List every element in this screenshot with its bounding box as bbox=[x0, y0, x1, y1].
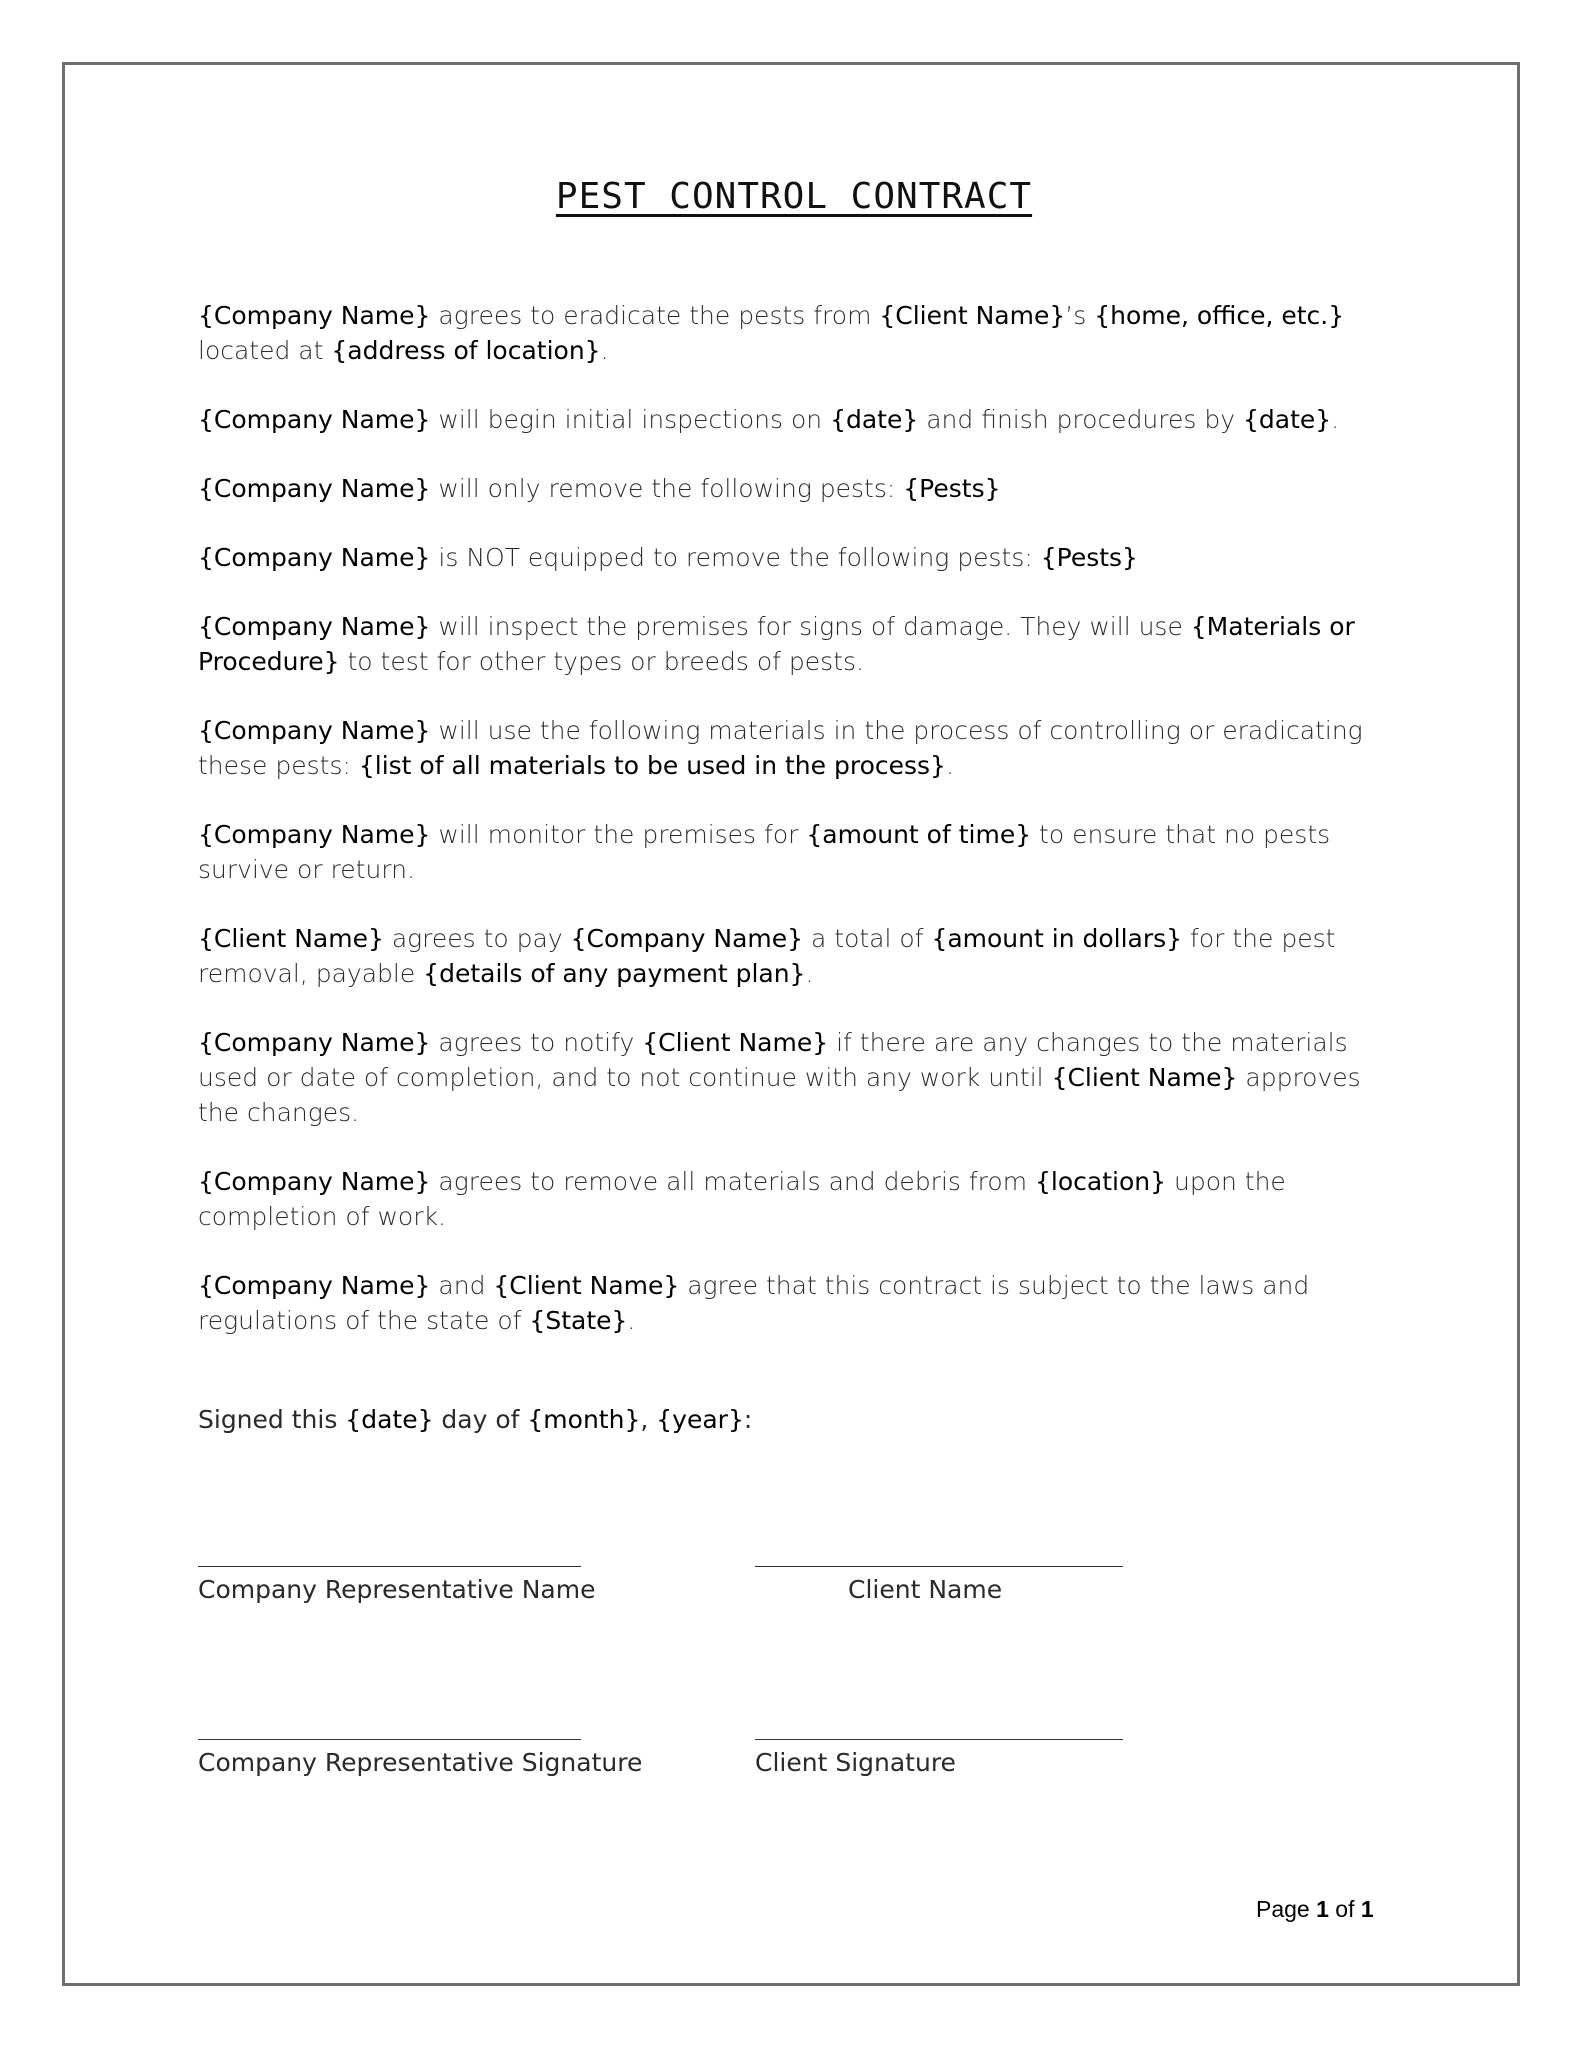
placeholder-field: {date} bbox=[1242, 405, 1332, 434]
placeholder-field: {Client Name} bbox=[879, 301, 1066, 330]
client-name-line bbox=[755, 1566, 1123, 1567]
placeholder-field: {Pests} bbox=[1040, 543, 1138, 572]
placeholder-field: {Client Name} bbox=[642, 1028, 829, 1057]
text-segment: . bbox=[600, 336, 609, 365]
text-segment: . bbox=[627, 1306, 636, 1335]
placeholder-field: {Company Name} bbox=[198, 1167, 431, 1196]
placeholder-field: {amount of time} bbox=[806, 820, 1032, 849]
company-rep-signature-label: Company Representative Signature bbox=[198, 1748, 643, 1777]
text-segment: ’s bbox=[1065, 301, 1095, 330]
contract-clause bbox=[198, 402, 1398, 437]
text-segment: a total of bbox=[803, 924, 932, 953]
placeholder-field: {address of location} bbox=[331, 336, 601, 365]
placeholder-field: {date} bbox=[830, 405, 919, 434]
placeholder-field: {State} bbox=[529, 1306, 628, 1335]
placeholder-field: {home, office, etc.} bbox=[1094, 301, 1345, 330]
placeholder-field: {Company Name} bbox=[198, 1028, 431, 1057]
placeholder-field: {Company Name} bbox=[198, 1271, 431, 1300]
company-rep-name-line bbox=[198, 1566, 581, 1567]
text-segment: will begin initial inspections on bbox=[430, 405, 831, 434]
placeholder-field: {date} bbox=[345, 1405, 434, 1434]
company-rep-signature-line bbox=[198, 1739, 581, 1740]
text-segment: , bbox=[640, 1405, 657, 1434]
text-segment: . bbox=[1331, 405, 1340, 434]
text-segment: agrees to remove all materials and debris from bbox=[430, 1167, 1036, 1196]
text-segment: to test for other types or breeds of pests. bbox=[339, 647, 864, 676]
placeholder-field: {location} bbox=[1035, 1167, 1167, 1196]
placeholder-field: {Company Name} bbox=[198, 405, 431, 434]
placeholder-field: {Company Name} bbox=[198, 301, 431, 330]
contract-clause bbox=[198, 609, 1398, 679]
placeholder-field: {Company Name} bbox=[198, 716, 431, 745]
contract-clause bbox=[198, 713, 1398, 783]
contract-body bbox=[198, 298, 1398, 1372]
text-segment: day of bbox=[433, 1405, 528, 1434]
placeholder-field: {list of all materials to be used in the process} bbox=[358, 751, 946, 780]
placeholder-field: {Company Name} bbox=[198, 474, 431, 503]
placeholder-field: {details of any payment plan} bbox=[423, 959, 806, 988]
page-separator: of bbox=[1328, 1896, 1361, 1922]
client-signature-label: Client Signature bbox=[755, 1748, 956, 1777]
text-segment: will inspect the premises for signs of damage. They will use bbox=[430, 612, 1191, 641]
contract-title bbox=[0, 173, 1588, 221]
contract-title-text: PEST CONTROL CONTRACT bbox=[555, 176, 1033, 217]
text-segment: approves the changes. bbox=[198, 1063, 1361, 1127]
text-segment: agree that this contract is subject to the laws and regulations of the state of bbox=[198, 1271, 1310, 1335]
page-prefix: Page bbox=[1256, 1896, 1317, 1922]
placeholder-field: {Materials or Procedure} bbox=[198, 612, 1355, 676]
text-segment: for the pest removal, payable bbox=[198, 924, 1336, 988]
contract-clause bbox=[198, 921, 1398, 991]
placeholder-field: {Company Name} bbox=[198, 612, 431, 641]
text-segment: upon the completion of work. bbox=[198, 1167, 1286, 1231]
placeholder-field: {Client Name} bbox=[198, 924, 384, 953]
placeholder-field: {Client Name} bbox=[1051, 1063, 1238, 1092]
placeholder-field: {month} bbox=[527, 1405, 641, 1434]
placeholder-field: {amount in dollars} bbox=[931, 924, 1183, 953]
signed-date-line bbox=[198, 1402, 752, 1437]
placeholder-field: {Company Name} bbox=[570, 924, 804, 953]
text-segment: . bbox=[805, 959, 814, 988]
placeholder-field: {year} bbox=[656, 1405, 744, 1434]
page-current: 1 bbox=[1316, 1896, 1329, 1922]
placeholder-field: {Company Name} bbox=[198, 543, 431, 572]
text-segment: agrees to notify bbox=[430, 1028, 643, 1057]
text-segment: to ensure that no pests survive or return. bbox=[198, 820, 1331, 884]
contract-clause bbox=[198, 298, 1398, 368]
client-name-label: Client Name bbox=[848, 1575, 1003, 1604]
contract-clause bbox=[198, 1268, 1398, 1338]
text-segment: if there are any changes to the materials used or date of completion, and to not continue with any work until bbox=[198, 1028, 1348, 1092]
client-signature-line bbox=[755, 1739, 1123, 1740]
company-rep-name-label: Company Representative Name bbox=[198, 1575, 596, 1604]
text-segment: will use the following materials in the process of controlling or eradicating these pests: bbox=[198, 716, 1363, 780]
placeholder-field: {Pests} bbox=[903, 474, 1001, 503]
placeholder-field: {Company Name} bbox=[198, 820, 431, 849]
placeholder-field: {Client Name} bbox=[493, 1271, 680, 1300]
page-total: 1 bbox=[1360, 1896, 1374, 1922]
contract-clause bbox=[198, 1164, 1398, 1234]
text-segment: will monitor the premises for bbox=[430, 820, 807, 849]
contract-clause bbox=[198, 540, 1398, 575]
page-number bbox=[1256, 1896, 1374, 1923]
text-segment: agrees to eradicate the pests from bbox=[430, 301, 880, 330]
text-segment: : bbox=[743, 1405, 753, 1434]
text-segment: agrees to pay bbox=[383, 924, 571, 953]
text-segment: . bbox=[945, 751, 954, 780]
text-segment: is NOT equipped to remove the following pests: bbox=[430, 543, 1041, 572]
text-segment: located at bbox=[198, 336, 332, 365]
text-segment: Signed this bbox=[198, 1405, 346, 1434]
text-segment: and bbox=[430, 1271, 494, 1300]
text-segment: will only remove the following pests: bbox=[430, 474, 904, 503]
contract-clause bbox=[198, 1025, 1398, 1130]
text-segment: and finish procedures by bbox=[918, 405, 1243, 434]
contract-clause bbox=[198, 817, 1398, 887]
contract-clause bbox=[198, 471, 1398, 506]
